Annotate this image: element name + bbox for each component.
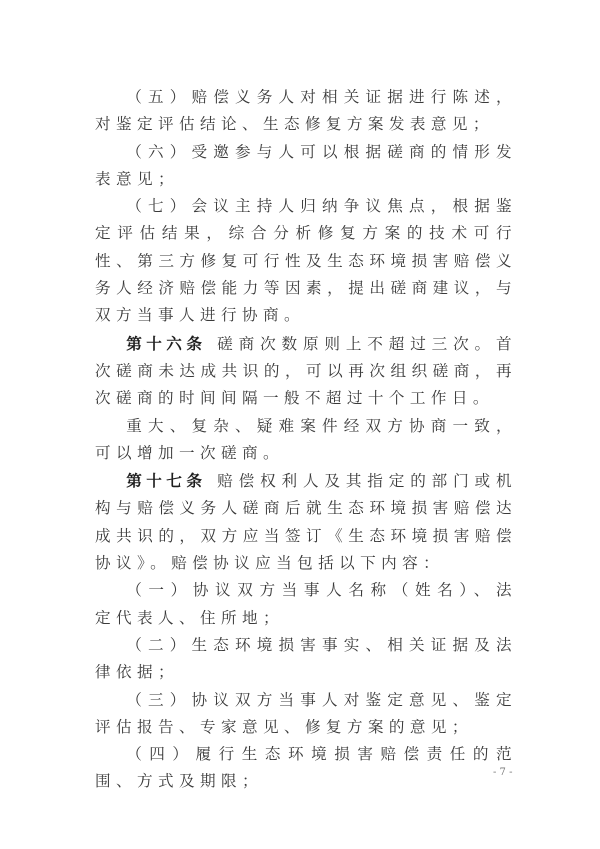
- paragraph-text: （五）赔偿义务人对相关证据进行陈述，对鉴定评估结论、生态修复方案发表意见；: [95, 88, 517, 134]
- agreement-item-3: [95, 687, 517, 742]
- paragraph-text: （三）协议双方当事人对鉴定意见、鉴定评估报告、专家意见、修复方案的意见；: [95, 690, 517, 736]
- article-16-supplement: [95, 413, 517, 468]
- paragraph-text: （六）受邀参与人可以根据磋商的情形发表意见；: [95, 142, 517, 188]
- paragraph-item-6: [95, 139, 517, 194]
- article-heading: 第十六条: [126, 333, 207, 353]
- article-heading: 第十七条: [126, 471, 207, 491]
- agreement-item-4: [95, 741, 517, 796]
- article-17: [95, 467, 517, 577]
- paragraph-text: 重大、复杂、疑难案件经双方协商一致，可以增加一次磋商。: [95, 416, 517, 462]
- paragraph-text: 磋商次数原则上不超过三次。首次磋商未达成共识的，可以再次组织磋商，再次磋商的时间间隔一般不超过十个工作日。: [95, 334, 517, 408]
- article-16: [95, 330, 517, 413]
- document-body: [95, 84, 517, 796]
- paragraph-text: 赔偿权利人及其指定的部门或机构与赔偿义务人磋商后就生态环境损害赔偿达成共识的，双方应当签订《生态环境损害赔偿协议》。赔偿协议应当包括以下内容：: [95, 472, 517, 573]
- paragraph-text: （一）协议双方当事人名称（姓名）、法定代表人、住所地；: [95, 581, 517, 627]
- paragraph-item-7: [95, 193, 517, 329]
- agreement-item-2: [95, 632, 517, 687]
- page-number: - 7 -: [493, 767, 513, 778]
- paragraph-item-5: [95, 84, 517, 139]
- agreement-item-1: [95, 577, 517, 632]
- paragraph-text: （四）履行生态环境损害赔偿责任的范围、方式及期限；: [95, 745, 517, 791]
- paragraph-text: （七）会议主持人归纳争议焦点，根据鉴定评估结果，综合分析修复方案的技术可行性、第三方修复可行性及生态环境损害赔偿义务人经济赔偿能力等因素，提出磋商建议，与双方当事人进行协商。: [95, 197, 517, 325]
- paragraph-text: （二）生态环境损害事实、相关证据及法律依据；: [95, 635, 517, 682]
